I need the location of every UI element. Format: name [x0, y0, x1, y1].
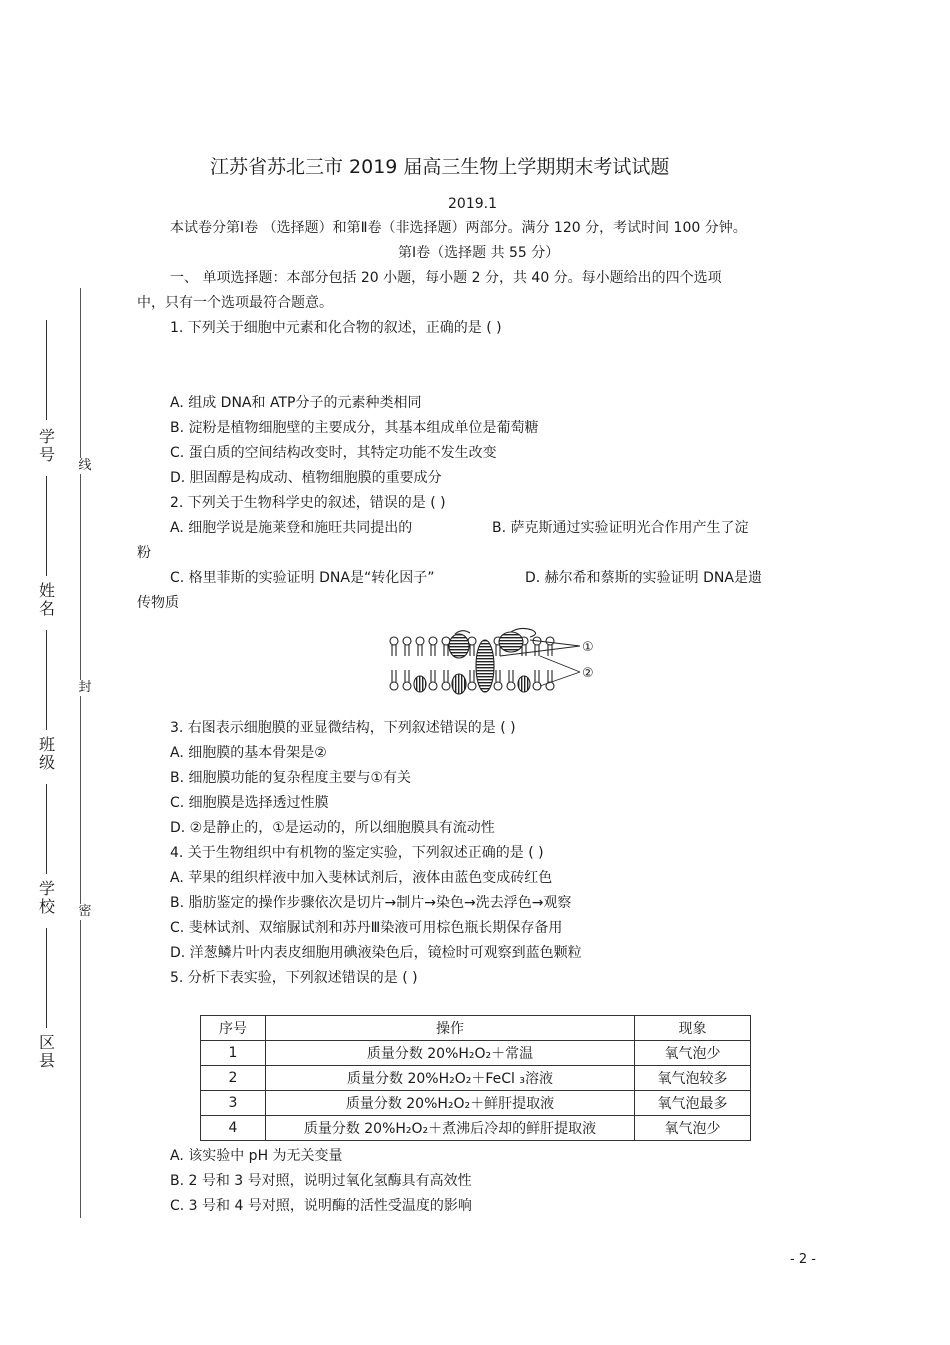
table-cell: 质量分数 20%H₂O₂＋鲜肝提取液 — [266, 1091, 635, 1116]
exam-intro: 本试卷分第Ⅰ卷 （选择题）和第Ⅱ卷（非选择题）两部分。满分 120 分，考试时间 100 分钟。 — [170, 220, 747, 236]
q5-stem: 5. 分析下表实验，下列叙述错误的是 ( ) — [170, 970, 418, 986]
cell-membrane-figure — [380, 622, 610, 704]
q1-option-c: C. 蛋白质的空间结构改变时，其特定功能不发生改变 — [170, 445, 497, 461]
part-one-heading: 第Ⅰ卷（选择题 共 55 分） — [398, 245, 560, 261]
section-instructions-cont: 中，只有一个选项最符合题意。 — [137, 295, 333, 311]
table-row — [201, 1091, 751, 1116]
table-row — [201, 1116, 751, 1141]
q4-option-b: B. 脂肪鉴定的操作步骤依次是切片→制片→染色→洗去浮色→观察 — [170, 895, 572, 911]
table-cell: 3 — [201, 1091, 266, 1116]
q3-option-a: A. 细胞膜的基本骨架是② — [170, 745, 327, 761]
margin-fill-line — [46, 320, 47, 420]
cut-mark-seal: 封 — [76, 680, 94, 696]
q5-option-a: A. 该实验中 pH 为无关变量 — [170, 1148, 343, 1164]
q1-stem: 1. 下列关于细胞中元素和化合物的叙述，正确的是 ( ) — [170, 320, 502, 336]
q4-option-d: D. 洋葱鳞片叶内表皮细胞用碘液染色后，镜检时可观察到蓝色颗粒 — [170, 945, 582, 961]
q3-stem: 3. 右图表示细胞膜的亚显微结构，下列叙述错误的是 ( ) — [170, 720, 516, 736]
q4-stem: 4. 关于生物组织中有机物的鉴定实验，下列叙述正确的是 ( ) — [170, 845, 544, 861]
cut-mark-secret: 密 — [76, 904, 94, 920]
label-class: 班级 — [38, 735, 55, 772]
q4-option-a: A. 苹果的组织样液中加入斐林试剂后，液体由蓝色变成砖红色 — [170, 870, 553, 886]
q2-option-a: A. 细胞学说是施莱登和施旺共同提出的 — [170, 520, 413, 536]
label-student-id: 学号 — [38, 427, 55, 464]
q5-option-b: B. 2 号和 3 号对照，说明过氧化氢酶具有高效性 — [170, 1173, 472, 1189]
label-school: 学校 — [38, 879, 55, 916]
q2-option-d: D. 赫尔希和蔡斯的实验证明 DNA是遗 — [525, 570, 762, 586]
table-cell: 氧气泡少 — [635, 1116, 751, 1141]
q2-stem: 2. 下列关于生物科学史的叙述，错误的是 ( ) — [170, 495, 446, 511]
table-cell: 质量分数 20%H₂O₂＋煮沸后冷却的鲜肝提取液 — [266, 1116, 635, 1141]
table-header: 操作 — [266, 1016, 635, 1041]
margin-fill-line — [46, 630, 47, 730]
label-name: 姓名 — [38, 581, 55, 618]
q2-option-b-cont: 粉 — [137, 545, 151, 561]
experiment-table — [200, 1015, 751, 1141]
q4-option-c: C. 斐林试剂、双缩脲试剂和苏丹Ⅲ染液可用棕色瓶长期保存备用 — [170, 920, 563, 936]
page-number: - 2 - — [790, 1252, 816, 1267]
margin-fill-line — [46, 476, 47, 576]
table-cell: 1 — [201, 1041, 266, 1066]
figure-label-1: ① — [582, 640, 594, 655]
cut-mark-line: 线 — [76, 458, 94, 474]
table-cell: 2 — [201, 1066, 266, 1091]
table-cell: 质量分数 20%H₂O₂＋常温 — [266, 1041, 635, 1066]
table-cell: 氧气泡最多 — [635, 1091, 751, 1116]
table-cell: 氧气泡较多 — [635, 1066, 751, 1091]
table-row — [201, 1066, 751, 1091]
margin-fill-line — [46, 784, 47, 874]
table-cell: 4 — [201, 1116, 266, 1141]
table-cell: 氧气泡少 — [635, 1041, 751, 1066]
table-cell: 质量分数 20%H₂O₂＋FeCl ₃溶液 — [266, 1066, 635, 1091]
binding-line — [80, 288, 81, 1218]
table-header: 序号 — [201, 1016, 266, 1041]
page-title: 江苏省苏北三市 2019 届高三生物上学期期末考试试题 — [210, 156, 670, 178]
figure-label-2: ② — [582, 666, 594, 681]
q1-option-a: A. 组成 DNA和 ATP分子的元素种类相同 — [170, 395, 422, 411]
q3-option-b: B. 细胞膜功能的复杂程度主要与①有关 — [170, 770, 412, 786]
exam-date: 2019.1 — [448, 196, 497, 212]
table-header: 现象 — [635, 1016, 751, 1041]
q2-option-b: B. 萨克斯通过实验证明光合作用产生了淀 — [492, 520, 749, 536]
q2-option-d-cont: 传物质 — [137, 595, 179, 611]
label-district: 区县 — [38, 1033, 55, 1070]
section-instructions: 一、 单项选择题：本部分包括 20 小题，每小题 2 分，共 40 分。每小题给出的四个选项 — [170, 270, 722, 286]
q5-option-c: C. 3 号和 4 号对照，说明酶的活性受温度的影响 — [170, 1198, 472, 1214]
q1-option-d: D. 胆固醇是构成动、植物细胞膜的重要成分 — [170, 470, 442, 486]
table-row — [201, 1041, 751, 1066]
margin-fill-line — [46, 928, 47, 1028]
table-header-row — [201, 1016, 751, 1041]
q3-option-c: C. 细胞膜是选择透过性膜 — [170, 795, 329, 811]
q2-option-c: C. 格里菲斯的实验证明 DNA是“转化因子” — [170, 570, 435, 586]
q1-option-b: B. 淀粉是植物细胞壁的主要成分，其基本组成单位是葡萄糖 — [170, 420, 539, 436]
q3-option-d: D. ②是静止的，①是运动的，所以细胞膜具有流动性 — [170, 820, 495, 836]
